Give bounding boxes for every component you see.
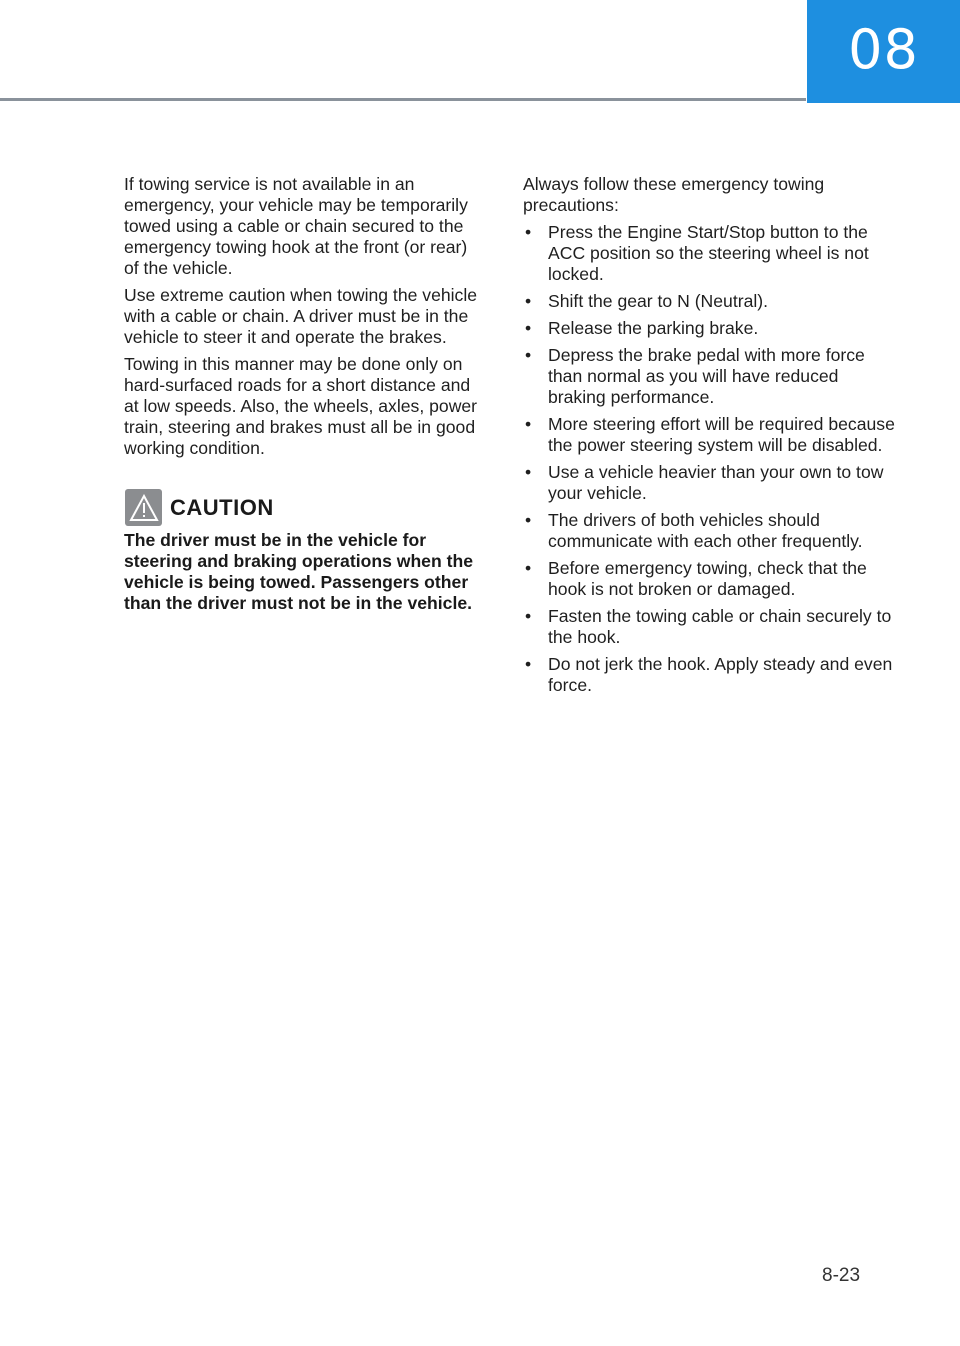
list-item: [523, 462, 895, 504]
bullet-glyph: •: [525, 510, 532, 530]
right-column: [523, 174, 895, 702]
warning-triangle-icon: [125, 489, 162, 526]
list-item-text: Release the parking brake.: [548, 318, 759, 338]
caution-title: CAUTION: [170, 495, 274, 520]
list-item: [523, 291, 895, 312]
list-item-text: Shift the gear to N (Neutral).: [548, 291, 769, 311]
precautions-list: [523, 222, 895, 696]
list-item: [523, 558, 895, 600]
chapter-number: 08: [848, 17, 919, 81]
list-item-text: Before emergency towing, check that the hook is not broken or damaged.: [548, 558, 867, 599]
list-item: [523, 318, 895, 339]
bullet-glyph: •: [525, 414, 532, 434]
list-item: [523, 345, 895, 408]
page-number: 8-23: [822, 1265, 861, 1286]
header-rule: [0, 98, 806, 101]
list-item-text: The drivers of both vehicles should communicate with each other frequently.: [548, 510, 863, 551]
bullet-glyph: •: [525, 318, 532, 338]
paragraph-extreme-caution: Use extreme caution when towing the vehicle with a cable or chain. A driver must be in the vehicle to steer it and operate the brakes.: [124, 285, 478, 347]
bullet-glyph: •: [525, 291, 532, 311]
list-item-text: Use a vehicle heavier than your own to tow your vehicle.: [548, 462, 884, 503]
precautions-intro: Always follow these emergency towing precautions:: [523, 174, 825, 215]
list-item-text: More steering effort will be required because the power steering system will be disabled.: [548, 414, 895, 455]
caution-heading: [124, 489, 486, 526]
bullet-glyph: •: [525, 462, 532, 482]
list-item: [523, 606, 895, 648]
list-item-text: Depress the brake pedal with more force than normal as you will have reduced braking performance.: [548, 345, 865, 407]
list-item-text: Press the Engine Start/Stop button to the ACC position so the steering wheel is not locked.: [548, 222, 869, 284]
chapter-tab: [807, 0, 960, 103]
list-item: [523, 414, 895, 456]
list-item: [523, 654, 895, 696]
bullet-glyph: •: [525, 222, 532, 242]
list-item: [523, 222, 895, 285]
bullet-glyph: •: [525, 345, 532, 365]
list-item: [523, 510, 895, 552]
paragraph-road-conditions: Towing in this manner may be done only on hard-surfaced roads for a short distance and at low speeds. Also, the wheels, axles, power train, steering and brakes must all be in good working condition.: [124, 354, 478, 458]
bullet-glyph: •: [525, 654, 532, 674]
left-column: [124, 174, 486, 614]
bullet-glyph: •: [525, 558, 532, 578]
caution-body: The driver must be in the vehicle for steering and braking operations when the vehicle is being towed. Passengers other than the driver must not be in the vehicle.: [124, 530, 473, 613]
bullet-glyph: •: [525, 606, 532, 626]
paragraph-towing-emergency: If towing service is not available in an emergency, your vehicle may be temporarily towed using a cable or chain secured to the emergency towing hook at the front (or rear) of the vehicle.: [124, 174, 468, 278]
list-item-text: Fasten the towing cable or chain securely to the hook.: [548, 606, 892, 647]
list-item-text: Do not jerk the hook. Apply steady and even force.: [548, 654, 893, 695]
